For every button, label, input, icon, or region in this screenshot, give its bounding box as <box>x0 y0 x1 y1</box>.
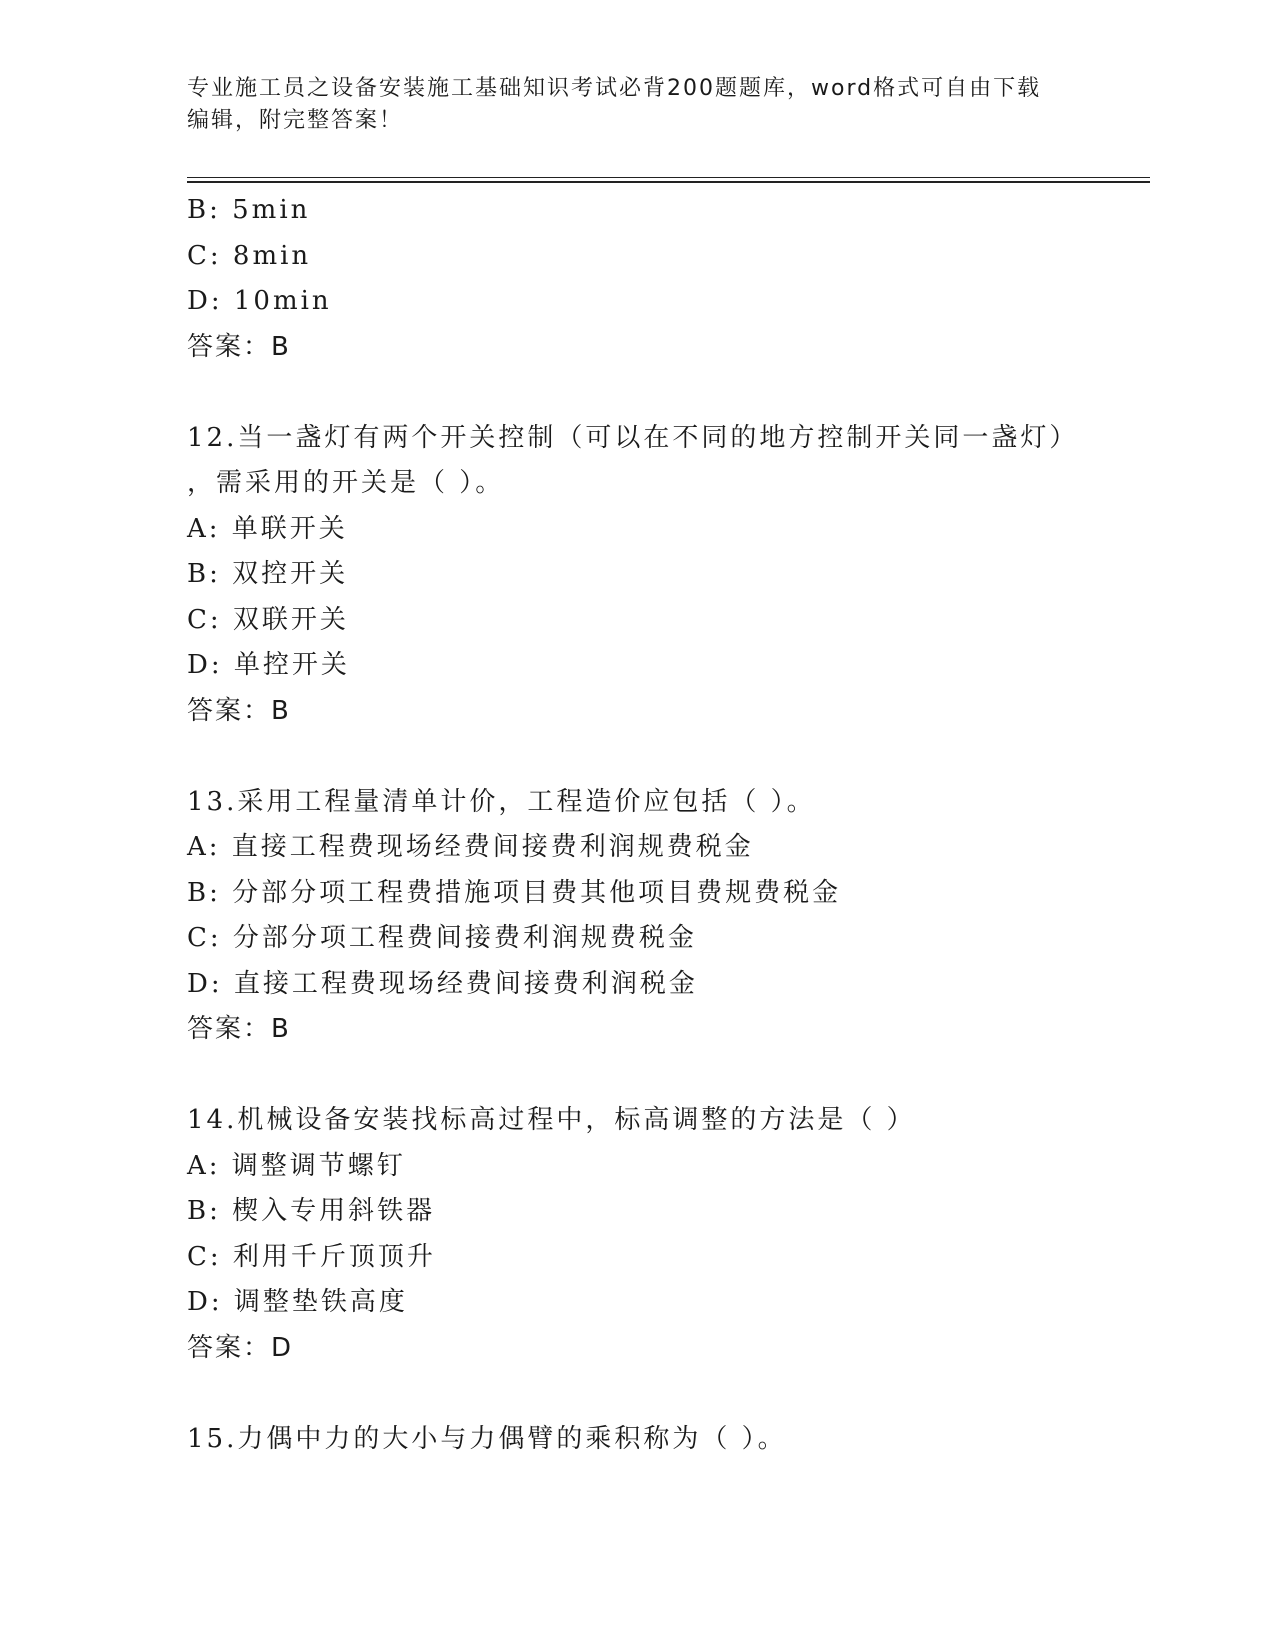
option-a: A: 单联开关 <box>187 513 348 544</box>
option-d: D: 直接工程费现场经费间接费利润税金 <box>187 968 698 999</box>
option-d: D: 10min <box>187 286 332 316</box>
option-c: C: 利用千斤顶顶升 <box>187 1241 436 1272</box>
header-divider-thick <box>187 181 1150 183</box>
document-header <box>187 73 1067 137</box>
option-a: A: 调整调节螺钉 <box>187 1150 406 1181</box>
option-b: B: 楔入专用斜铁器 <box>187 1196 436 1226</box>
answer: 答案：B <box>187 695 291 726</box>
header-line-1: 专业施工员之设备安装施工基础知识考试必背200题题库，word格式可自由下载 <box>187 76 1042 101</box>
question-12 <box>187 416 1150 735</box>
answer: 答案：B <box>187 331 291 362</box>
option-c: C: 双联开关 <box>187 604 349 635</box>
document-body <box>187 188 1150 1462</box>
option-c: C: 8min <box>187 240 312 271</box>
option-b: B: 5min <box>187 195 311 225</box>
option-a: A: 直接工程费现场经费间接费利润规费税金 <box>187 832 754 862</box>
spacer <box>187 370 1150 416</box>
question-stem: 12.当一盏灯有两个开关控制（可以在不同的地方控制开关同一盏灯） <box>187 422 1079 453</box>
question-stem: 14.机械设备安装找标高过程中，标高调整的方法是（ ） <box>187 1105 916 1135</box>
option-d: D: 单控开关 <box>187 650 350 680</box>
question-stem: 15.力偶中力的大小与力偶臂的乘积称为（ ）。 <box>187 1423 787 1454</box>
answer: 答案：B <box>187 1014 291 1044</box>
header-line-2: 编辑，附完整答案！ <box>187 108 404 133</box>
spacer <box>187 1053 1150 1099</box>
question-14 <box>187 1098 1150 1371</box>
question-11 <box>187 188 1150 370</box>
question-15 <box>187 1417 1150 1463</box>
option-d: D: 调整垫铁高度 <box>187 1287 408 1317</box>
question-13 <box>187 780 1150 1053</box>
answer: 答案：D <box>187 1332 294 1363</box>
spacer <box>187 1371 1150 1417</box>
option-b: B: 分部分项工程费措施项目费其他项目费规费税金 <box>187 877 842 908</box>
option-b: B: 双控开关 <box>187 559 349 589</box>
header-divider-thin <box>187 177 1150 178</box>
spacer <box>187 734 1150 780</box>
question-stem: 13.采用工程量清单计价，工程造价应包括（ ）。 <box>187 786 816 817</box>
question-stem-continued: ，需采用的开关是（ ）。 <box>187 468 505 498</box>
option-c: C: 分部分项工程费间接费利润规费税金 <box>187 923 697 953</box>
